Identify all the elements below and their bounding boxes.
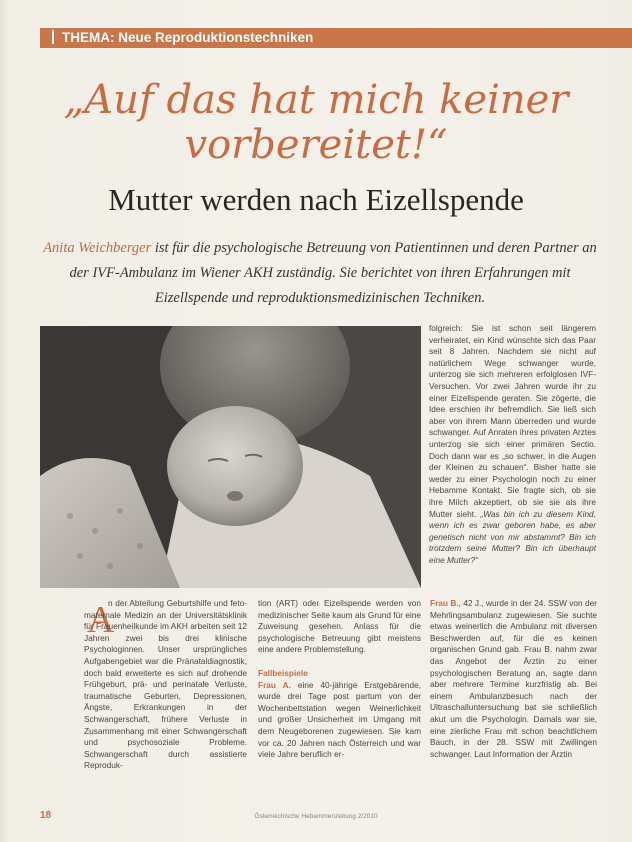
intro-text: ist für die psychologische Betreuung von Patientinnen und deren Partner an der IVF-Ambulanz im Wiener AKH zuständig. Sie berichtet von ihren Erfahrungen mit Eizellspende und reproduktionsmedizinischen Techniken. xyxy=(69,240,597,306)
headline-line-2: vorbereitet!“ xyxy=(184,122,448,168)
quote-text: „Was bin ich zu diesem Kind, wenn ich es zwar geboren habe, es aber genetisch nicht von mir abstammt? Bin ich trotzdem seine Mutter? Bin ich überhaupt eine Mutter?“ xyxy=(429,508,596,565)
article-subtitle: Mutter werden nach Eizellspende xyxy=(108,182,524,217)
article-headline xyxy=(0,78,632,168)
column-text: n der Abteilung Geburtshilfe und feto-maternale Medizin an der Universitätsklinik für Frauenheilkunde im AKH arbeiten seit 12 Jahren zwei bis drei klinische Psychologinnen. Unser ursprüngliches Aufgabengebiet war die Pränataldiagnostik, doch bald erweiterte es sich auf drohende Frühgeburt, prä- und perinatale Verluste, traumatische Geburten, Depressionen, Ängste, Erkrankungen in der Schwangerschaft, frühere Verluste in Zusammenhang mit einer Schwangerschaft und psychosoziale Probleme. Schwangerschaft durch assistierte Reproduk- xyxy=(84,598,247,771)
column-text: eine 40-jährige Erstgebärende, wurde drei Tage post partum von der Wochenbettstation wegen Weinerlichkeit und großer Unsicherheit im Umgang mit dem Neugeborenen zugewiesen. Sie kam vor ca. 20 Jahren nach Österreich und war viele Jahre beruflich er- xyxy=(258,679,422,760)
article-intro xyxy=(40,236,600,311)
drop-cap: A xyxy=(87,599,115,641)
column-text: tion (ART) oder Eizellspende werden von medizinischer Seite kaum als Grund für eine Zuweisung gesehen. Anlass für die psychologische Betreuung gibt meistens eine andere Problemstellung. xyxy=(258,598,421,655)
theme-header-bar xyxy=(40,28,632,48)
intro-author: Anita Weichberger xyxy=(43,240,152,256)
case-label: Frau B. xyxy=(430,598,459,608)
section-heading: Fallbeispiele xyxy=(258,667,308,678)
text-column-1 xyxy=(84,598,247,772)
page-number: 18 xyxy=(40,810,52,821)
article-photo xyxy=(40,326,421,588)
headline-line-1: „Auf das hat mich keiner xyxy=(63,77,569,123)
text-column-3 xyxy=(430,598,597,760)
theme-label: THEMA: Neue Reproduktionstechniken xyxy=(62,30,314,45)
column-text: folgreich: Sie ist schon seit längerem verheiratet, ein Kind wünschte sich das Paar seit 8 Jahren. Nachdem sie nicht auf natürlichem Wege schwanger wurde, unterzog sie sich mehreren erfolglosen IVF-Versuchen. Vor zwei Jahren wurde ihr zu einer Eizellspende geraten. Sie zögerte, die Idee erschien ihr befremdlich. Sie ließ sich aber von ihrem Mann überreden und wurde schwanger. Auf Anraten ihres privaten Arztes unterzog sie sich einer primären Sectio. Doch dann war es „so schwer, in die Augen der Kleinen zu schauen“. Bisher hatte sie weder zu einer Psychologin noch zu einer Hebamme Kontakt. Sie fragte sich, ob sie ihre Milch akzeptiert, ob sie sie als ihre Mutter sieht. xyxy=(429,323,596,519)
baby-head-shape xyxy=(167,406,303,526)
case-label: Frau A. xyxy=(258,679,291,690)
header-divider xyxy=(52,30,54,44)
column-text: , 42 J., wurde in der 24. SSW von der Mehrlingsambulanz zugewiesen. Sie suchte etwas weinerlich die Ambulanz mit diversen Beschwerden auf, für die es keinen organischen Grund gab. Frau B. nahm zwar das Angebot der Ärztin zu einer psychologischen Beratung an, sagte dann aber mehrere Termine kurzfristig ab. Bei einem Ambulanzbesuch nach der Ultraschalluntersuchung bat sie schließlich akut um die Psychologin. Damals war sie, eine zierliche Frau mit schon beachtlichem Bauch, in der 28. SSW mit Zwillingen schwanger. Laut Information der Ärztin xyxy=(430,598,597,759)
text-column-top-right xyxy=(429,323,596,566)
journal-footer: Österreichische Hebammenzeitung 2/2010 xyxy=(254,813,378,820)
text-column-2 xyxy=(258,598,421,761)
photo-baby-on-shoulder-illustration xyxy=(40,326,421,588)
